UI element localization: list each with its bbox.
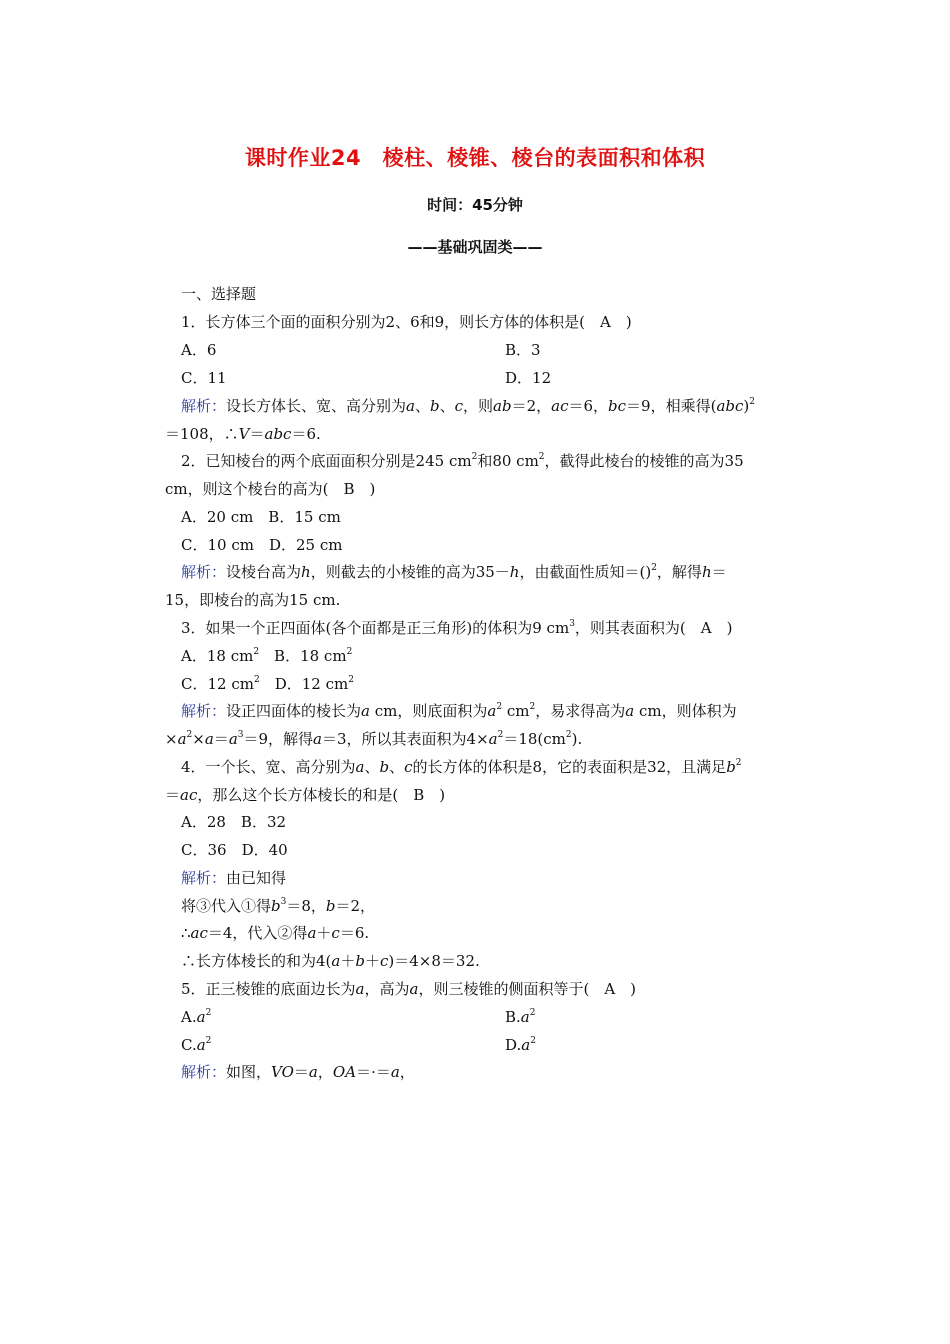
- question-2-options-ab: A．20 cm B．15 cm: [181, 508, 341, 526]
- question-2-stem-cont: cm，则这个棱台的高为( B ): [165, 480, 376, 498]
- question-3-solution-cont: $\times a^2\times a=a^3=9$，解得a＝3，所以其表面积为$4\times a^2=18(cm^2)$.: [165, 730, 583, 748]
- question-1-solution: 解析：设长方体长、宽、高分别为a、b、c，则ab＝2，ac＝6，bc＝9，相乘得(abc)$^2$: [181, 397, 755, 415]
- question-1-option-a: A．6: [181, 341, 217, 359]
- solution-label: 解析：: [181, 1063, 227, 1081]
- section-heading: 一、选择题: [181, 285, 257, 303]
- question-1-option-c: C．11: [181, 369, 227, 387]
- question-5-stem: 5．正三棱锥的底面边长为a，高为a，则三棱锥的侧面积等于( A ): [181, 980, 637, 998]
- question-3-solution: 解析：设正四面体的棱长为a cm，则底面积为$a^2$ $cm^2$，易求得高为a cm，则体积为: [181, 702, 737, 720]
- question-1-solution-cont: ＝108，∴V＝abc＝6.: [165, 425, 321, 443]
- solution-label: 解析：: [181, 563, 227, 581]
- question-3-stem: 3．如果一个正四面体(各个面都是正三角形)的体积为9 $cm^3$，则其表面积为( A ): [181, 619, 733, 637]
- question-4-options-ab: A．28 B．32: [181, 813, 287, 831]
- question-4-stem: 4．一个长、宽、高分别为a、b、c的长方体的体积是8，它的表面积是32，且满足$b^2$: [181, 758, 742, 776]
- question-4-solution-step-2: ∴ac＝4，代入②得a＋c＝6.: [181, 924, 370, 942]
- question-5-option-b: $B.a^2$: [505, 1008, 536, 1026]
- question-4-solution-step-1: 将③代入①得$b^3=8$，b＝2，: [181, 897, 376, 915]
- question-5-option-c: $C.a^2$: [181, 1036, 212, 1054]
- question-4-solution-step-3: ∴长方体棱长的和为4(a＋b＋c)＝4×8＝32.: [181, 952, 480, 970]
- question-2-solution-cont: 15，即棱台的高为15 cm.: [165, 591, 341, 609]
- section-category: ——基础巩固类——: [407, 238, 543, 256]
- question-2-options-cd: C．10 cm D．25 cm: [181, 536, 343, 554]
- question-1-option-d: D．12: [505, 369, 552, 387]
- question-5-solution: 解析：如图，VO＝a，OA＝·＝a，: [181, 1063, 415, 1081]
- question-2-stem: 2．已知棱台的两个底面面积分别是245 $cm^2$和80 $cm^2$，截得此棱台的棱锥的高为35: [181, 452, 744, 470]
- question-5-option-d: $D.a^2$: [505, 1036, 536, 1054]
- question-4-options-cd: C．36 D．40: [181, 841, 288, 859]
- question-5-option-a: $A.a^2$: [181, 1008, 212, 1026]
- time-limit: 时间：45分钟: [427, 196, 523, 214]
- question-1-stem: 1．长方体三个面的面积分别为2、6和9，则长方体的体积是( A ): [181, 313, 632, 331]
- question-4-solution: 解析：由已知得: [181, 869, 287, 887]
- question-1-option-b: B．3: [505, 341, 541, 359]
- page-title: 课时作业24 棱柱、棱锥、棱台的表面积和体积: [244, 146, 706, 170]
- solution-label: 解析：: [181, 397, 227, 415]
- question-3-options-cd: C．12 $cm^2$ D．12 $cm^2$: [181, 675, 354, 693]
- question-2-solution: 解析：设棱台高为h，则截去的小棱锥的高为35－h，由截面性质知＝()$^2$，解得h＝: [181, 563, 727, 581]
- solution-label: 解析：: [181, 869, 227, 887]
- solution-label: 解析：: [181, 702, 227, 720]
- question-3-options-ab: A．18 $cm^2$ B．18 $cm^2$: [181, 647, 353, 665]
- question-4-stem-cont: ＝ac，那么这个长方体棱长的和是( B ): [165, 786, 446, 804]
